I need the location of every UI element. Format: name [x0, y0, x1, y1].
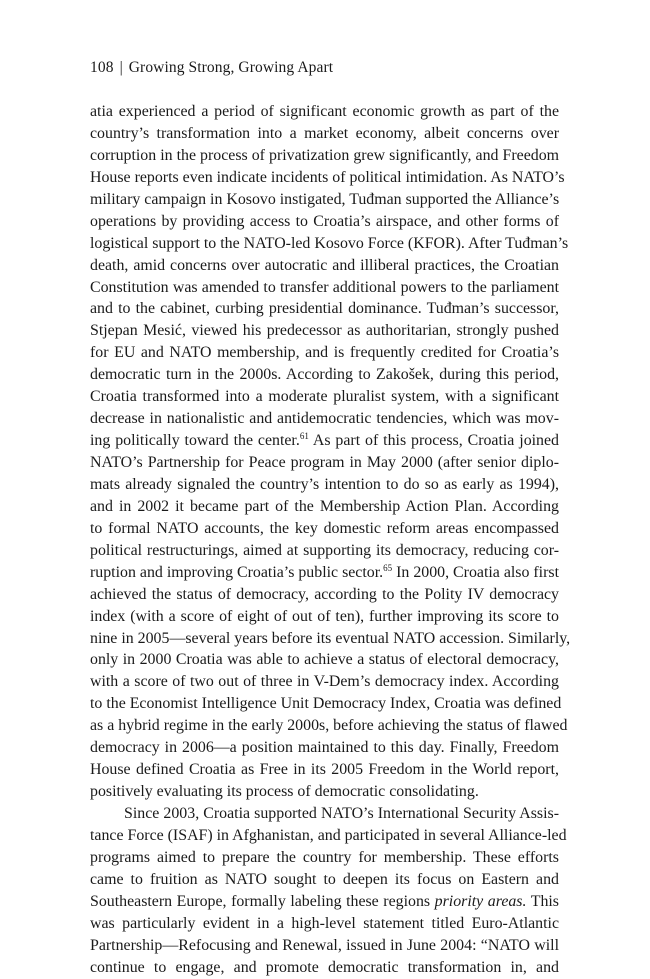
text-line: to formal NATO accounts, the key domestic reform areas encompassed — [90, 519, 559, 537]
text-line: and to the cabinet, curbing presidential dominance. Tuđman’s successor, — [90, 300, 559, 318]
text-fragment: ing politically toward the center. — [90, 432, 300, 450]
text-line: Since 2003, Croatia supported NATO’s International Security Assis- — [124, 805, 559, 822]
text-line: for EU and NATO membership, and is frequently credited for Croatia’s — [90, 344, 559, 362]
text-line: tance Force (ISAF) in Afghanistan, and participated in several Alliance-led — [90, 826, 567, 844]
text-line: political restructurings, aimed at supporting its democracy, reducing cor- — [90, 541, 559, 559]
text-line: to the Economist Intelligence Unit Democracy Index, Croatia was defined — [90, 695, 562, 713]
text-line: military campaign in Kosovo instigated, Tuđman supported the Alliance’s — [90, 190, 560, 208]
text-line: logistical support to the NATO-led Kosovo Force (KFOR). After Tuđman’s — [90, 234, 569, 252]
text-line: only in 2000 Croatia was able to achieve a status of electoral democracy, — [90, 651, 559, 669]
text-line: NATO’s Partnership for Peace program in May 2000 (after senior diplo- — [90, 454, 559, 471]
text-line: was particularly evident in a high-level statement titled Euro-Atlantic — [90, 914, 559, 932]
text-fragment: ruption and improving Croatia’s public sector. — [90, 563, 384, 581]
text-line: nine in 2005—several years before its eventual NATO accession. Similarly, — [90, 629, 571, 647]
text-line: democracy in 2006—a position maintained to this day. Finally, Freedom — [90, 739, 559, 757]
text-line: Partnership—Refocusing and Renewal, issued in June 2004: “NATO will — [90, 936, 559, 954]
text-fragment: In 2000, Croatia also first — [392, 563, 559, 581]
text-line: decrease in nationalistic and antidemocratic tendencies, which was mov- — [90, 410, 559, 428]
text-line: achieved the status of democracy, according to the Polity IV democracy — [90, 585, 559, 603]
text-line — [90, 430, 559, 452]
text-line: and in 2002 it became part of the Membership Action Plan. According — [90, 497, 559, 515]
text-fragment: As part of this process, Croatia joined — [308, 432, 559, 450]
text-line: programs aimed to prepare the country for membership. These efforts — [90, 848, 559, 866]
text-line: operations by providing access to Croatia’s airspace, and other forms of — [90, 212, 559, 230]
running-head — [90, 59, 333, 77]
text-line: democratic turn in the 2000s. According to Zakošek, during this period, — [90, 366, 559, 384]
footnote-ref[interactable]: 65 — [383, 562, 393, 573]
text-line: death, amid concerns over autocratic and illiberal practices, the Croatian — [90, 256, 559, 274]
text-line — [90, 891, 559, 913]
book-title: Growing Strong, Growing Apart — [128, 59, 334, 76]
text-line: House defined Croatia as Free in its 2005 Freedom in the World report, — [90, 761, 559, 779]
text-fragment: This — [526, 892, 559, 910]
text-line: atia experienced a period of significant economic growth as part of the — [90, 103, 559, 120]
text-fragment: Southeastern Europe, formally labeling these regions — [90, 892, 431, 910]
footnote-ref[interactable]: 61 — [299, 431, 309, 442]
text-line: came to fruition as NATO sought to deepen its focus on Eastern and — [90, 870, 559, 888]
text-line — [90, 562, 559, 584]
italic-phrase: priority areas. — [434, 892, 527, 910]
page-number: 108 — [90, 59, 114, 76]
text-line: with a score of two out of three in V-Dem’s democracy index. According — [90, 673, 559, 691]
text-line: positively evaluating its process of democratic consolidating. — [90, 783, 479, 801]
text-line: Stjepan Mesić, viewed his predecessor as authoritarian, strongly pushed — [90, 322, 559, 340]
text-line: Constitution was amended to transfer additional powers to the parliament — [90, 278, 559, 296]
text-line: index (with a score of eight of out of ten), further improving its score to — [90, 607, 559, 625]
body-text — [90, 101, 571, 979]
text-line: Croatia transformed into a moderate pluralist system, with a significant — [90, 388, 559, 406]
text-line: as a hybrid regime in the early 2000s, before achieving the status of flawed — [90, 717, 568, 735]
text-line: country’s transformation into a market economy, albeit concerns over — [90, 124, 559, 142]
text-line: corruption in the process of privatization grew significantly, and Freedom — [90, 146, 559, 164]
text-line: House reports even indicate incidents of political intimidation. As NATO’s — [90, 168, 565, 186]
text-line: continue to engage, and promote democratic transformation in, and — [90, 958, 559, 976]
running-head-separator: | — [119, 59, 123, 76]
text-line: mats already signaled the country’s intention to do so as early as 1994), — [90, 475, 559, 493]
